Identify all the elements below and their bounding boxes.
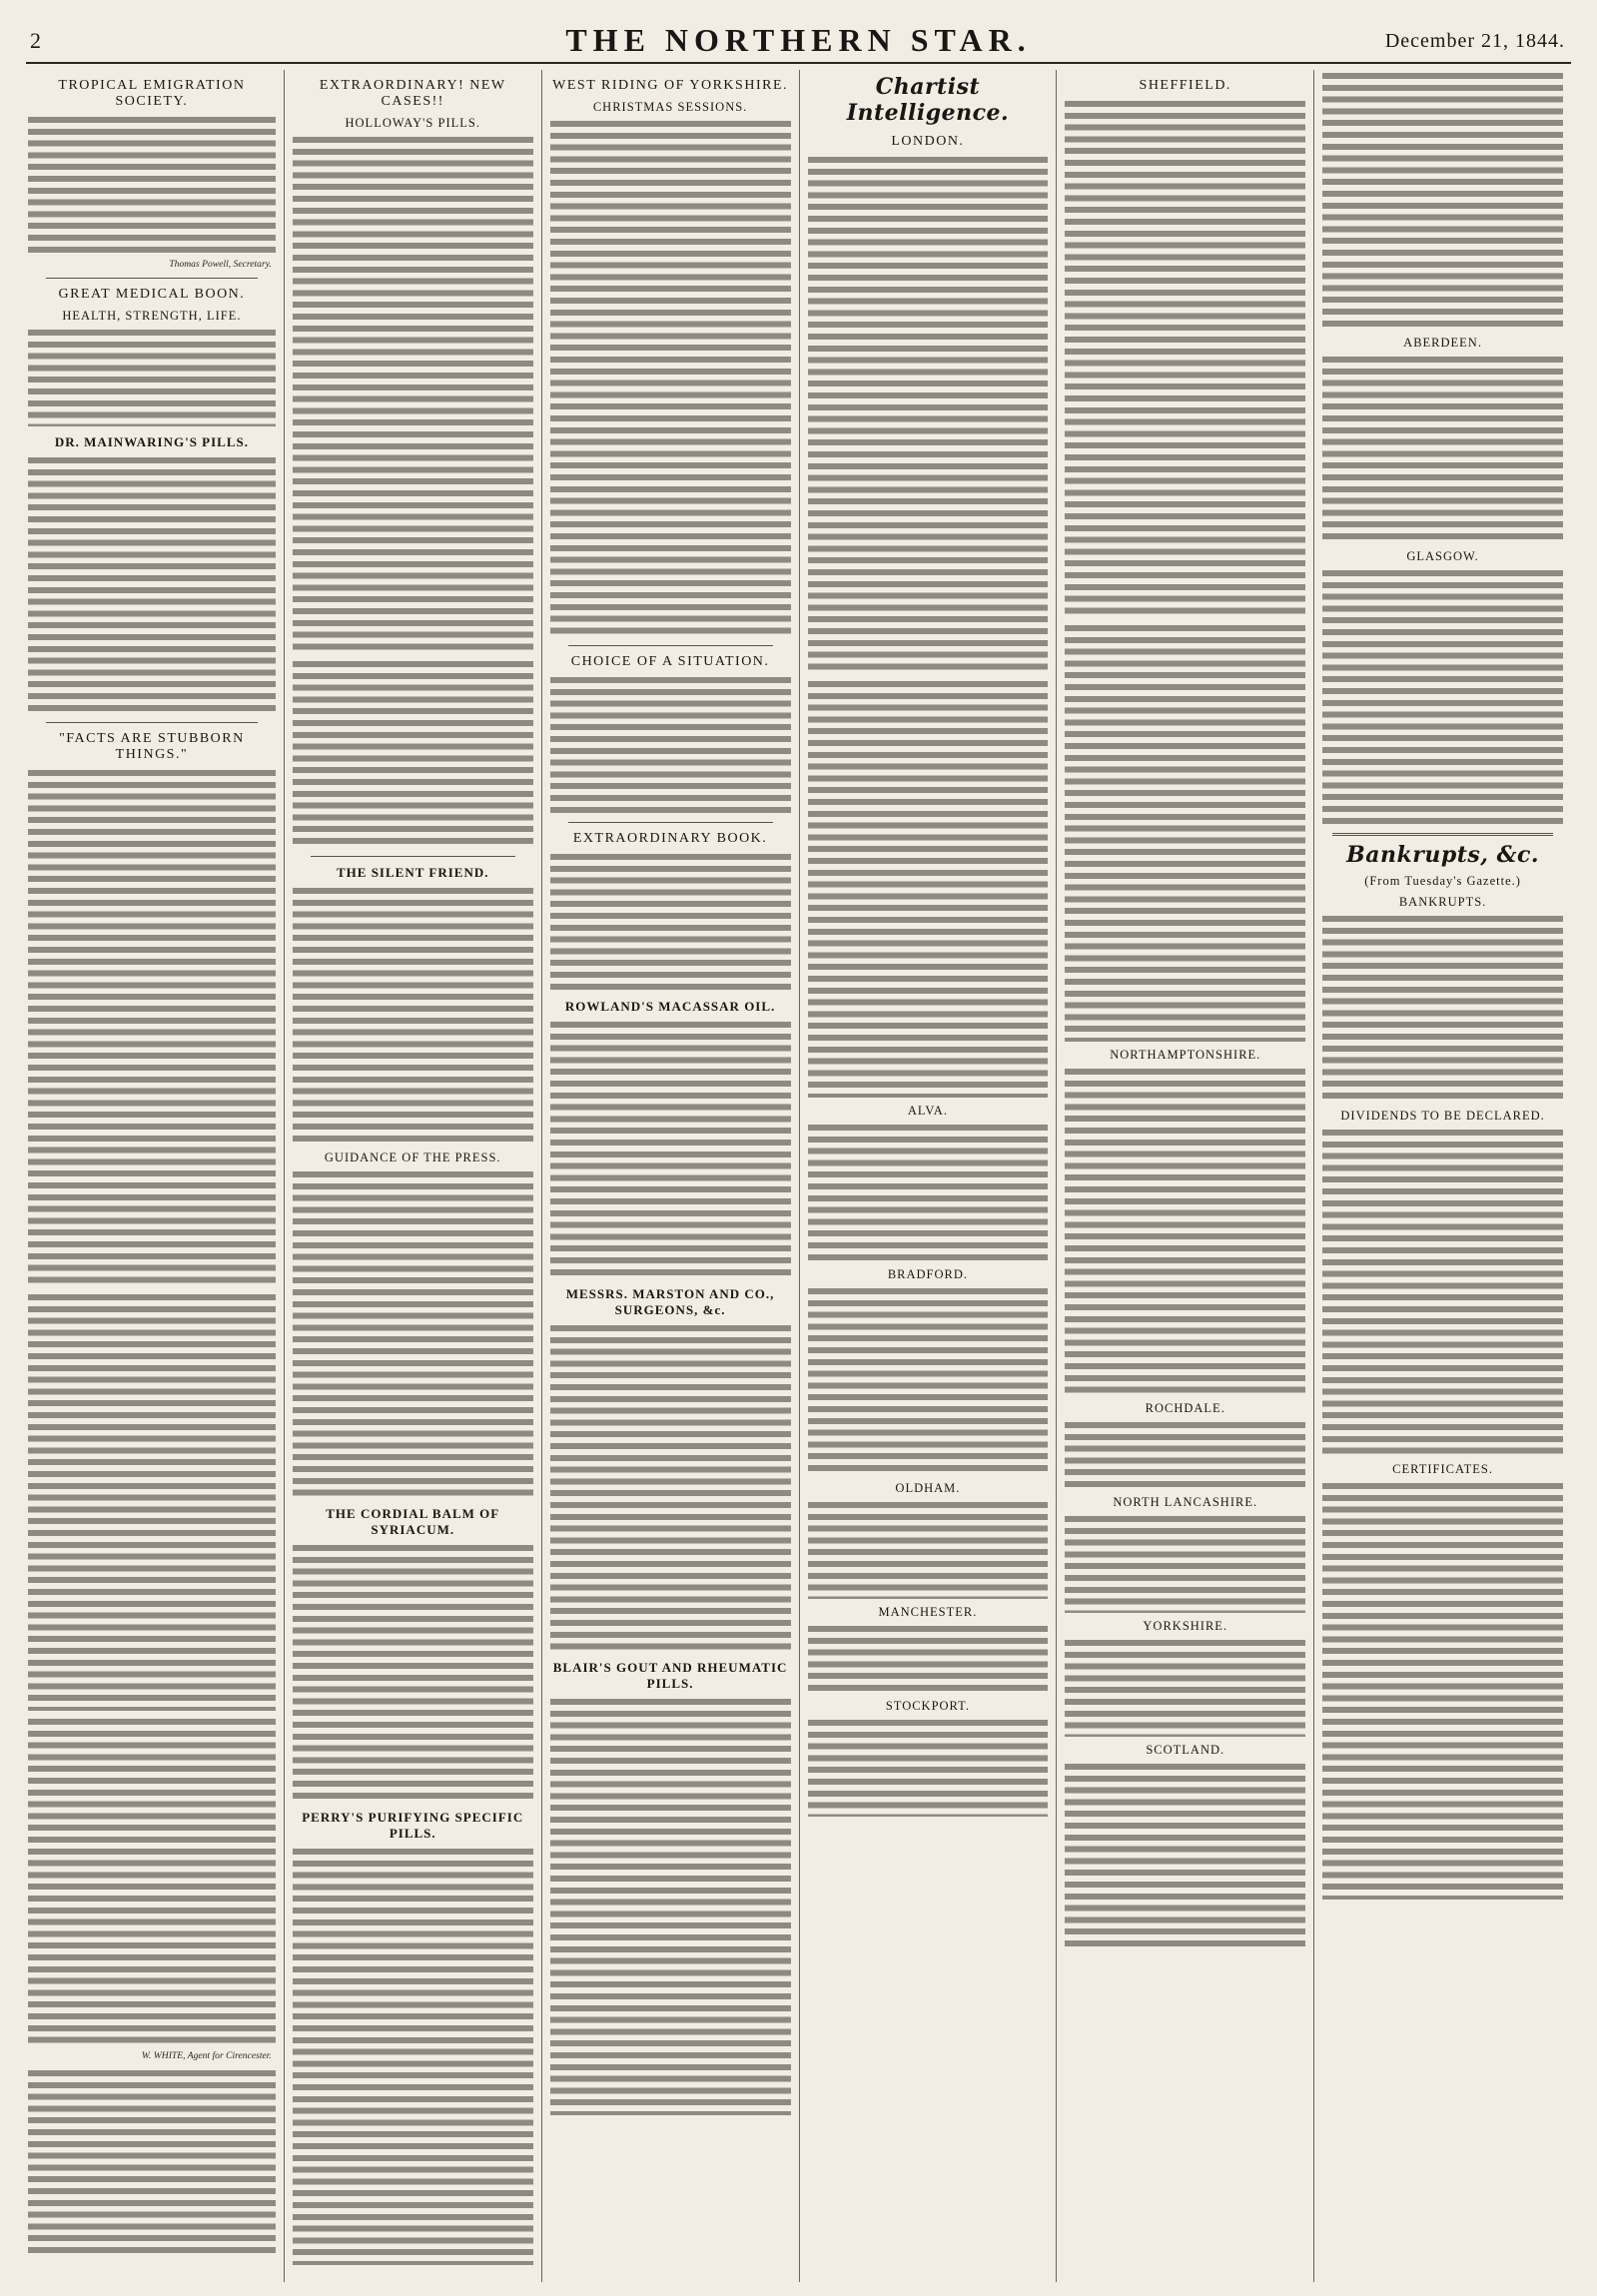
article-body: [550, 1322, 791, 1652]
subheading: HOLLOWAY'S PILLS.: [345, 116, 480, 130]
article-body: [808, 154, 1049, 673]
heading-london: LONDON.: [891, 134, 965, 149]
article-body: [808, 1285, 1049, 1475]
article-body: [28, 114, 276, 254]
subheading: HEALTH, STRENGTH, LIFE.: [62, 309, 242, 323]
article-body: [808, 1499, 1049, 1599]
article-body: [808, 1717, 1049, 1817]
subheading: CHRISTMAS SESSIONS.: [592, 100, 748, 114]
column-1: [26, 70, 284, 2282]
page-number: 2: [30, 28, 41, 53]
article-body: [1322, 354, 1563, 543]
heading-facts: "FACTS ARE STUBBORN THINGS.": [59, 731, 245, 762]
heading-blairs-pills: BLAIR'S GOUT AND RHEUMATIC PILLS.: [552, 1660, 788, 1691]
heading-medical-boon: GREAT MEDICAL BOON.: [58, 287, 246, 302]
section-banner-bankrupts: Bankrupts, &c.: [1346, 842, 1539, 868]
heading-bankrupts: BANKRUPTS.: [1398, 895, 1487, 909]
article-body: [1065, 98, 1305, 617]
article-body: [28, 1291, 276, 1711]
column-6: [1313, 70, 1571, 2282]
divider: [568, 645, 773, 646]
article-body: [808, 1623, 1049, 1693]
heading-cordial-balm: THE CORDIAL BALM OF SYRIACUM.: [326, 1506, 500, 1537]
divider: [568, 822, 773, 823]
bankrupts-list: [1322, 913, 1563, 1103]
article-body: [1065, 622, 1305, 1042]
divider: [46, 278, 258, 279]
newspaper-title: THE NORTHERN STAR.: [565, 22, 1032, 58]
heading-certificates: CERTIFICATES.: [1392, 1462, 1493, 1476]
heading-perrys-pills: PERRY'S PURIFYING SPECIFIC PILLS.: [302, 1810, 524, 1841]
signature: Thomas Powell, Secretary.: [169, 259, 272, 270]
heading-silent-friend: THE SILENT FRIEND.: [336, 865, 489, 880]
article-body: [550, 118, 791, 637]
heading-rowlands-oil: ROWLAND'S MACASSAR OIL.: [564, 999, 776, 1014]
heading-west-riding: WEST RIDING OF YORKSHIRE.: [552, 78, 788, 93]
divider: [46, 722, 258, 723]
heading-marston-surgeons: MESSRS. MARSTON AND CO., SURGEONS, &c.: [565, 1286, 775, 1317]
heading-extraordinary-book: EXTRAORDINARY BOOK.: [572, 831, 768, 846]
article-body: [1065, 1066, 1305, 1395]
article-body: [1065, 1637, 1305, 1737]
article-body: [293, 885, 533, 1145]
heading-alva: ALVA.: [907, 1104, 948, 1118]
heading-mainwaring-pills: DR. MAINWARING'S PILLS.: [54, 434, 250, 449]
section-banner-chartist: Chartist Intelligence.: [846, 74, 1010, 126]
heading-sheffield: SHEFFIELD.: [1139, 78, 1231, 93]
article-body: [28, 1716, 276, 2045]
article-body: [28, 2067, 276, 2257]
heading-aberdeen: ABERDEEN.: [1403, 336, 1482, 350]
heading-glasgow: GLASGOW.: [1406, 549, 1479, 563]
article-body: [550, 1019, 791, 1278]
heading-northamptonshire: NORTHAMPTONSHIRE.: [1110, 1048, 1261, 1062]
heading-scotland: SCOTLAND.: [1146, 1743, 1225, 1757]
article-body: [1322, 567, 1563, 827]
article-body: [808, 1122, 1049, 1261]
article-body: [293, 134, 533, 653]
column-3: [541, 70, 799, 2282]
article-body: [28, 767, 276, 1286]
column-5: [1056, 70, 1313, 2282]
article-body: [1065, 1513, 1305, 1613]
column-4: [799, 70, 1057, 2282]
heading-rochdale: ROCHDALE.: [1145, 1401, 1225, 1415]
subheading: GUIDANCE OF THE PRESS.: [324, 1150, 501, 1164]
dividends-list: [1322, 1127, 1563, 1456]
heading-yorkshire: YORKSHIRE.: [1143, 1619, 1228, 1633]
heading-bradford: BRADFORD.: [887, 1267, 969, 1281]
heading-tropical-emigration: TROPICAL EMIGRATION SOCIETY.: [58, 78, 246, 109]
certificates-list: [1322, 1480, 1563, 1900]
masthead: [26, 20, 1571, 64]
subheading: (From Tuesday's Gazette.): [1364, 874, 1521, 888]
article-body: [293, 658, 533, 848]
heading-extraordinary-cases: EXTRAORDINARY! NEW CASES!!: [319, 78, 506, 109]
heading-oldham: OLDHAM.: [895, 1481, 961, 1495]
article-body: [293, 1168, 533, 1498]
article-body: [550, 1696, 791, 2115]
article-body: [1322, 70, 1563, 330]
divider: [311, 856, 515, 857]
column-2: [284, 70, 541, 2282]
heading-choice-of-situation: CHOICE OF A SITUATION.: [570, 654, 770, 669]
article-body: [293, 1846, 533, 2265]
article-body: [293, 1542, 533, 1802]
article-body: [28, 454, 276, 714]
article-body: [808, 678, 1049, 1098]
column-grid: [26, 70, 1571, 2282]
heading-stockport: STOCKPORT.: [885, 1699, 970, 1713]
divider: [1332, 833, 1553, 836]
heading-dividends: DIVIDENDS TO BE DECLARED.: [1340, 1109, 1545, 1123]
issue-date: December 21, 1844.: [1384, 30, 1565, 52]
heading-manchester: MANCHESTER.: [878, 1605, 978, 1619]
article-body: [1065, 1761, 1305, 1950]
heading-north-lancashire: NORTH LANCASHIRE.: [1113, 1495, 1258, 1509]
signature: W. WHITE, Agent for Cirencester.: [141, 2050, 272, 2061]
article-body: [550, 851, 791, 991]
article-body: [1065, 1419, 1305, 1489]
article-body: [550, 674, 791, 814]
article-body: [28, 327, 276, 426]
